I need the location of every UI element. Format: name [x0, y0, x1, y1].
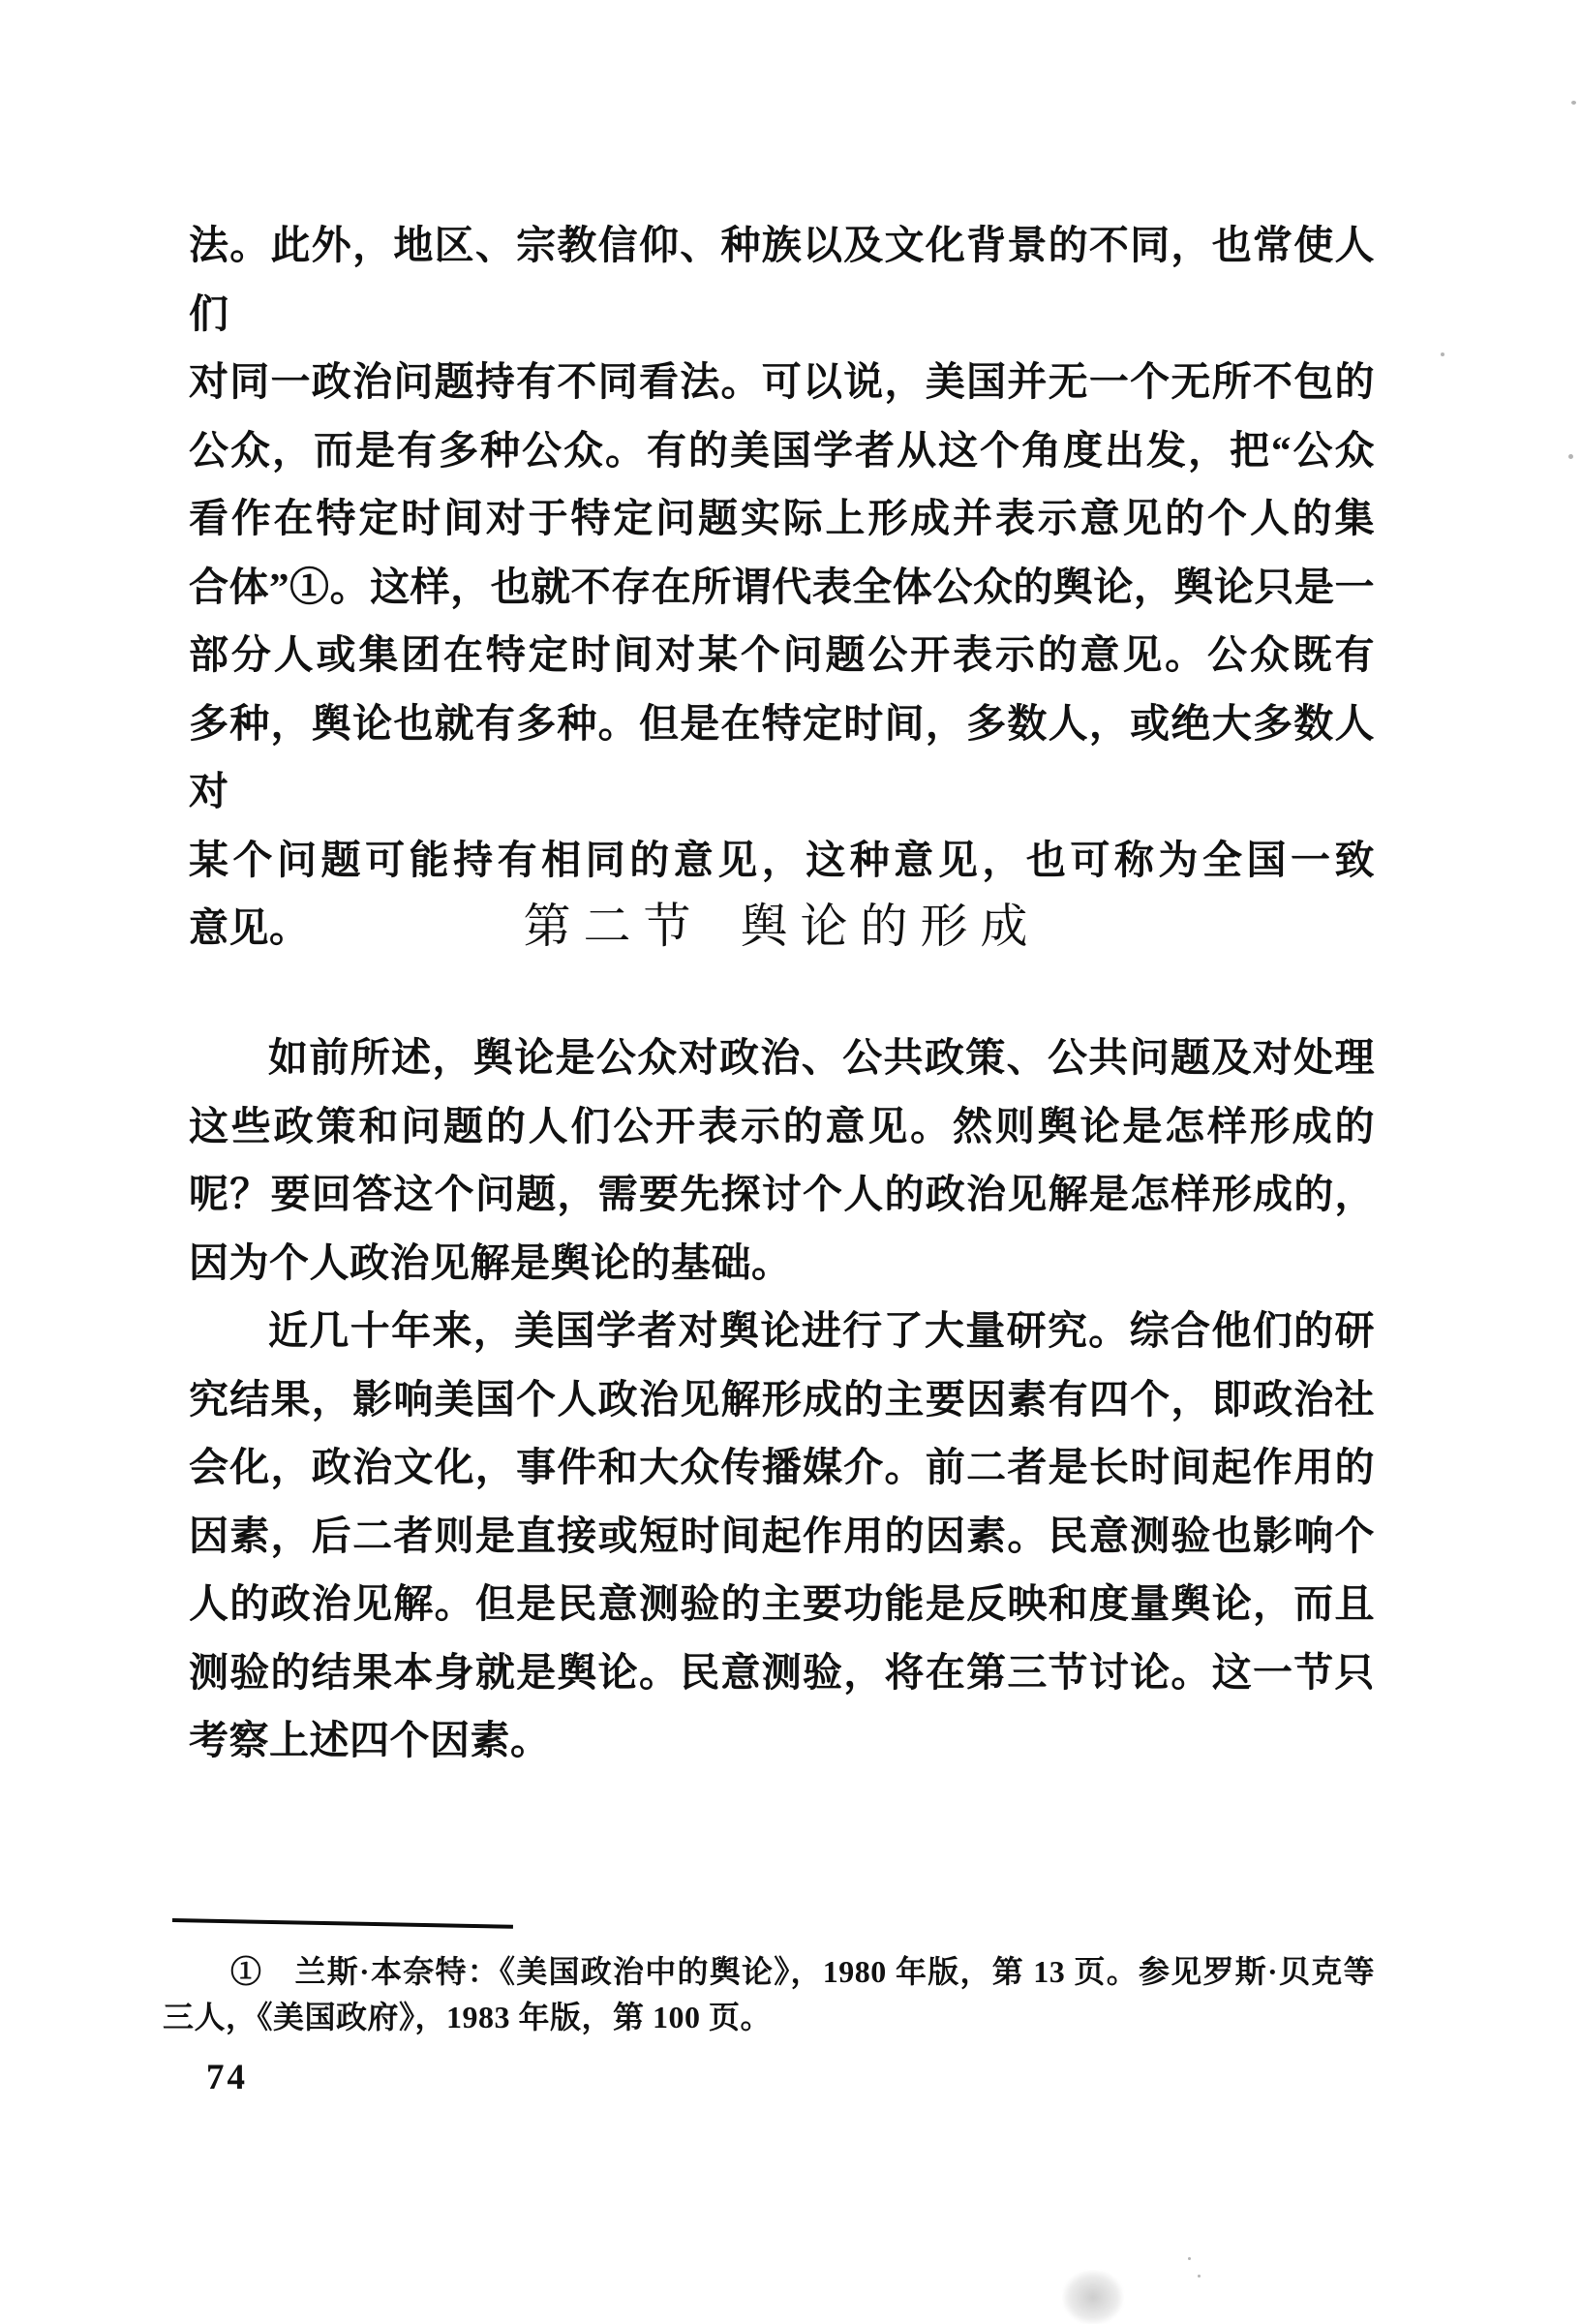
text-line: 公众，而是有多种公众。有的美国学者从这个角度出发，把“公众	[189, 427, 1375, 473]
scan-artifact	[1571, 101, 1576, 105]
page-number: 74	[206, 2058, 248, 2097]
section-heading	[189, 892, 1375, 962]
text-line: 法。此外，地区、宗教信仰、种族以及文化背景的不同，也常使人们	[189, 223, 1375, 336]
scan-artifact	[1568, 454, 1573, 459]
footnote-line: ① 兰斯·本奈特：《美国政治中的舆论》，1980 年版，第 13 页。参见罗斯·贝克等	[230, 1954, 1375, 1989]
section-heading-title: 舆论的形成	[740, 900, 1041, 953]
paragraph-continued	[189, 211, 1375, 963]
scan-artifact	[1198, 2275, 1201, 2278]
text-line: 某个问题可能持有相同的意见，这种意见，也可称为全国一致	[189, 837, 1375, 882]
paragraph-2	[189, 1024, 1375, 1297]
text-line: 会化，政治文化，事件和大众传播媒介。前二者是长时间起作用的	[189, 1445, 1375, 1489]
text-line: 因为个人政治见解是舆论的基础。	[189, 1239, 792, 1285]
paragraph-3	[189, 1297, 1375, 1775]
text-line: 多种，舆论也就有多种。但是在特定时间，多数人，或绝大多数人对	[189, 700, 1375, 813]
text-line: 呢？要回答这个问题，需要先探讨个人的政治见解是怎样形成的，	[189, 1172, 1375, 1216]
scan-artifact	[1441, 352, 1444, 356]
text-line: 测验的结果本身就是舆论。民意测验，将在第三节讨论。这一节只	[189, 1649, 1375, 1695]
text-line: 因素，后二者则是直接或短时间起作用的因素。民意测验也影响个	[189, 1513, 1375, 1558]
text-line: 看作在特定时间对于特定问题实际上形成并表示意见的个人的集	[189, 496, 1375, 540]
scan-smudge	[1063, 2271, 1123, 2324]
scan-artifact	[1188, 2257, 1191, 2260]
text-line: 人的政治见解。但是民意测验的主要功能是反映和度量舆论，而且	[189, 1581, 1375, 1626]
text-line: 对同一政治问题持有不同看法。可以说，美国并无一个无所不包的	[189, 359, 1375, 404]
text-line: 意见。	[189, 905, 310, 950]
text-line: 如前所述，舆论是公众对政治、公共政策、公共问题及对处理	[268, 1035, 1375, 1080]
text-line: 这些政策和问题的人们公开表示的意见。然则舆论是怎样形成的	[189, 1103, 1375, 1148]
text-line: 合体”①。这样，也就不存在所谓代表全体公众的舆论，舆论只是一	[189, 564, 1375, 609]
footnote-divider	[172, 1918, 513, 1929]
footnote-line: 三人，《美国政府》，1983 年版，第 100 页。	[163, 2000, 773, 2034]
text-line: 近几十年来，美国学者对舆论进行了大量研究。综合他们的研	[268, 1308, 1375, 1353]
section-heading-number: 第二节	[523, 900, 704, 953]
footnote	[163, 1949, 1375, 2040]
text-line: 考察上述四个因素。	[189, 1718, 551, 1762]
text-line: 部分人或集团在特定时间对某个问题公开表示的意见。公众既有	[189, 632, 1375, 677]
text-line: 究结果，影响美国个人政治见解形成的主要因素有四个，即政治社	[189, 1376, 1375, 1422]
